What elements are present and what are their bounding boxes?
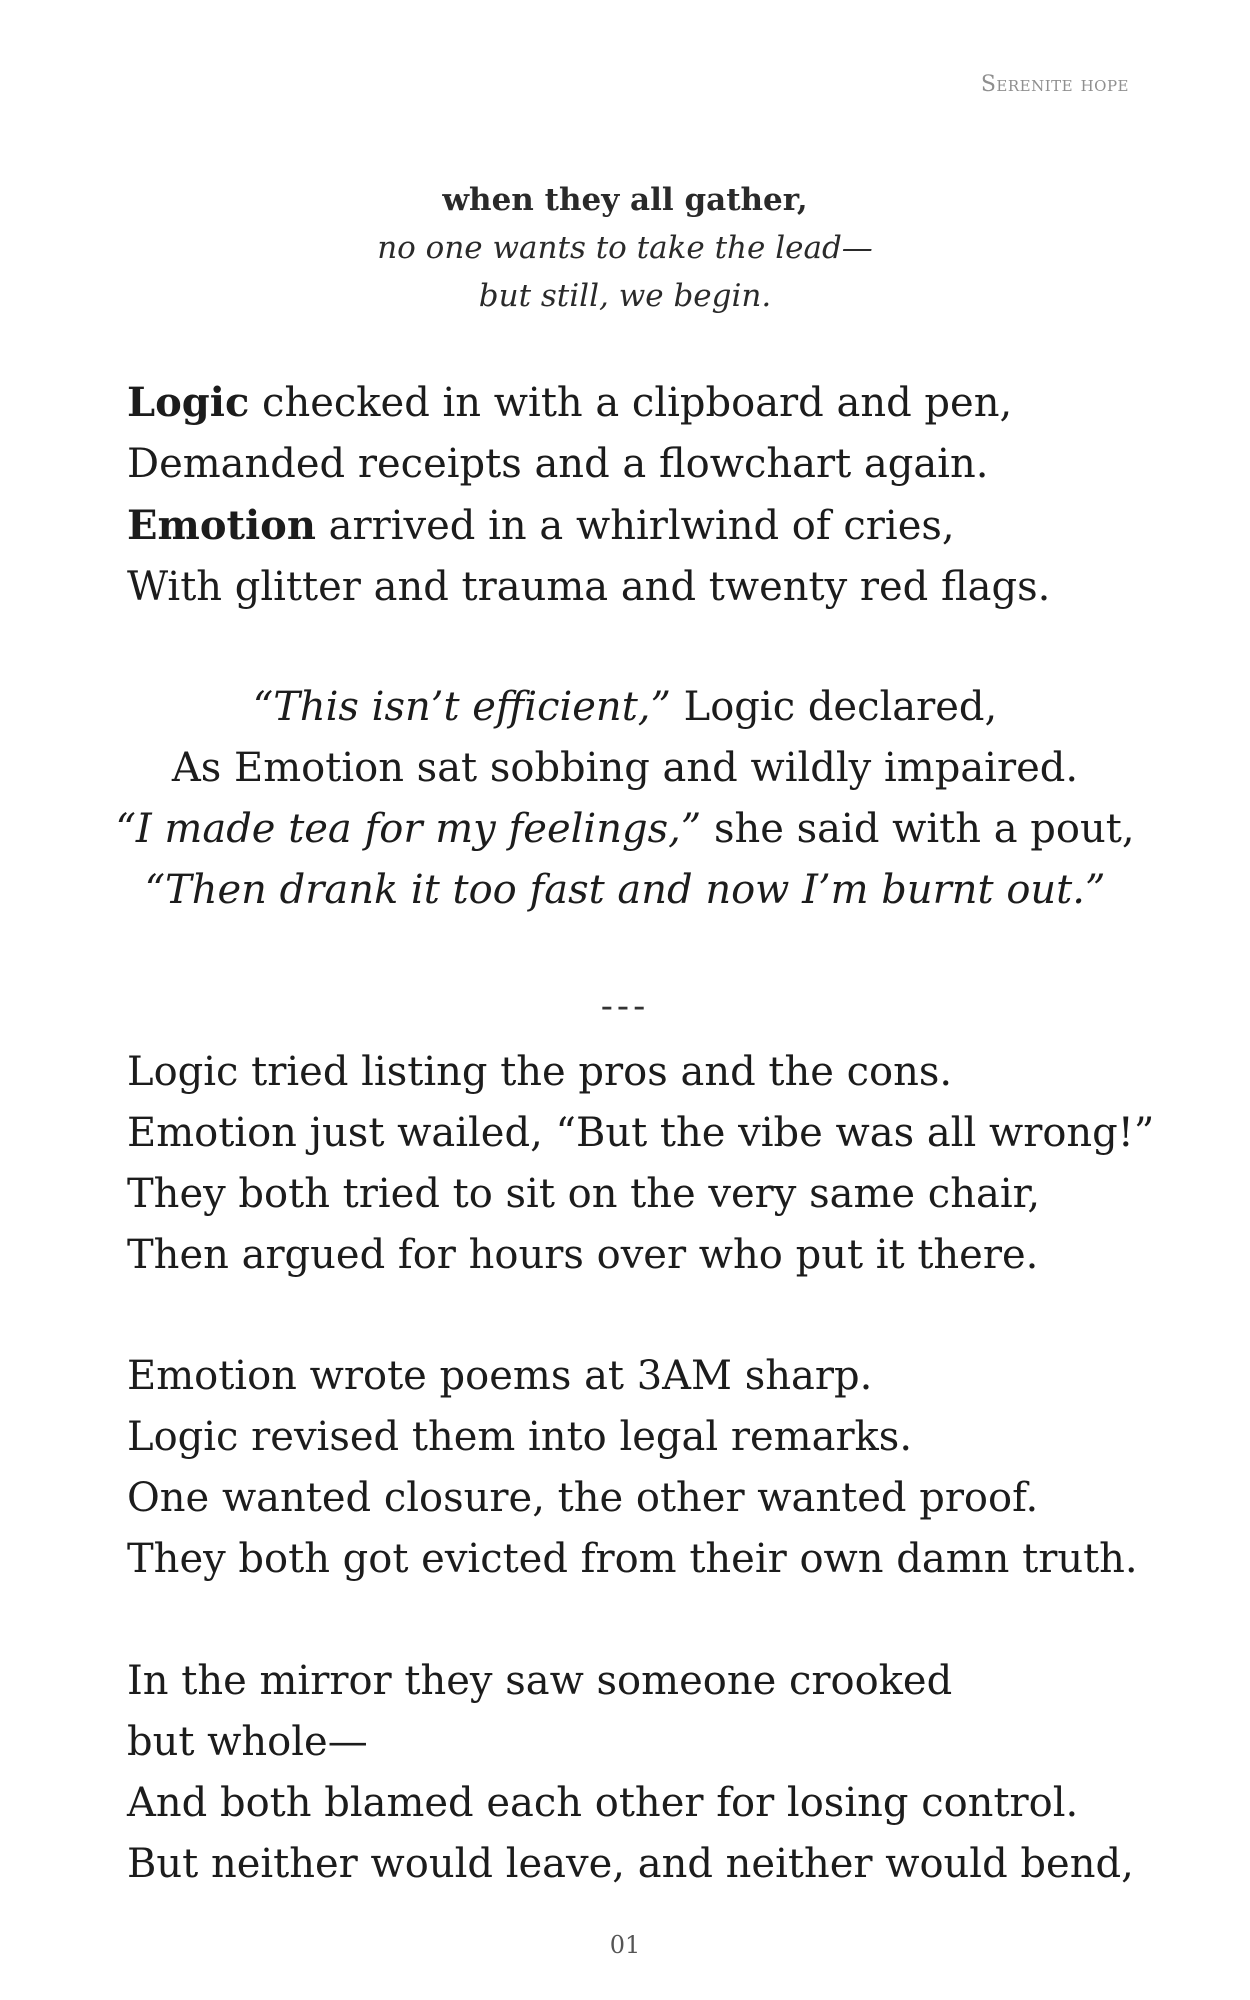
stanza-4-line-2: Logic revised them into legal remarks. xyxy=(127,1414,913,1460)
stanza-5-line-4: But neither would leave, and neither would bend, xyxy=(127,1841,1134,1887)
stanza-4-line-4: They both got evicted from their own damn truth. xyxy=(127,1536,1138,1582)
stanza-2-line-2: As Emotion sat sobbing and wildly impaired. xyxy=(171,745,1079,791)
running-header: Serenite hope xyxy=(980,72,1129,97)
stanza-5-line-3: And both blamed each other for losing control. xyxy=(127,1780,1079,1826)
intro-line-3: but still, we begin. xyxy=(478,278,772,314)
stanza-4 xyxy=(127,1346,1138,1590)
stanza-1 xyxy=(127,372,1127,618)
stanza-5-line-1: In the mirror they saw someone crooked xyxy=(127,1658,953,1704)
stanza-4-line-3: One wanted closure, the other wanted proof. xyxy=(127,1475,1039,1521)
logic-name: Logic xyxy=(127,379,250,426)
stanza-1-line-1: Logic checked in with a clipboard and pen, xyxy=(127,379,1013,426)
stanza-3-line-4: Then argued for hours over who put it there. xyxy=(127,1232,1039,1278)
stanza-3-line-1: Logic tried listing the pros and the cons. xyxy=(127,1049,953,1095)
stanza-2 xyxy=(0,677,1250,921)
stanza-3 xyxy=(127,1042,1155,1286)
stanza-2-line-1: “This isn’t efficient,” Logic declared, xyxy=(252,684,998,730)
intro-stanza xyxy=(0,176,1250,320)
intro-line-1: when they all gather, xyxy=(442,182,808,218)
stanza-3-line-3: They both tried to sit on the very same chair, xyxy=(127,1171,1041,1217)
stanza-5 xyxy=(127,1651,1134,1895)
page-number: 01 xyxy=(609,1931,641,1959)
stanza-3-line-2: Emotion just wailed, “But the vibe was all wrong!” xyxy=(127,1110,1155,1156)
emotion-name: Emotion xyxy=(127,502,316,549)
stanza-1-line-4: With glitter and trauma and twenty red flags. xyxy=(127,564,1051,610)
stanza-1-line-2: Demanded receipts and a flowchart again. xyxy=(127,441,989,487)
section-divider: --- xyxy=(600,986,650,1027)
stanza-2-line-4: “Then drank it too fast and now I’m burnt out.” xyxy=(144,867,1106,913)
intro-line-2: no one wants to take the lead— xyxy=(377,230,873,266)
stanza-2-line-3: “I made tea for my feelings,” she said with a pout, xyxy=(115,806,1135,852)
stanza-5-line-2: but whole— xyxy=(127,1719,368,1765)
stanza-4-line-1: Emotion wrote poems at 3AM sharp. xyxy=(127,1353,873,1399)
stanza-1-line-3: Emotion arrived in a whirlwind of cries, xyxy=(127,502,955,549)
